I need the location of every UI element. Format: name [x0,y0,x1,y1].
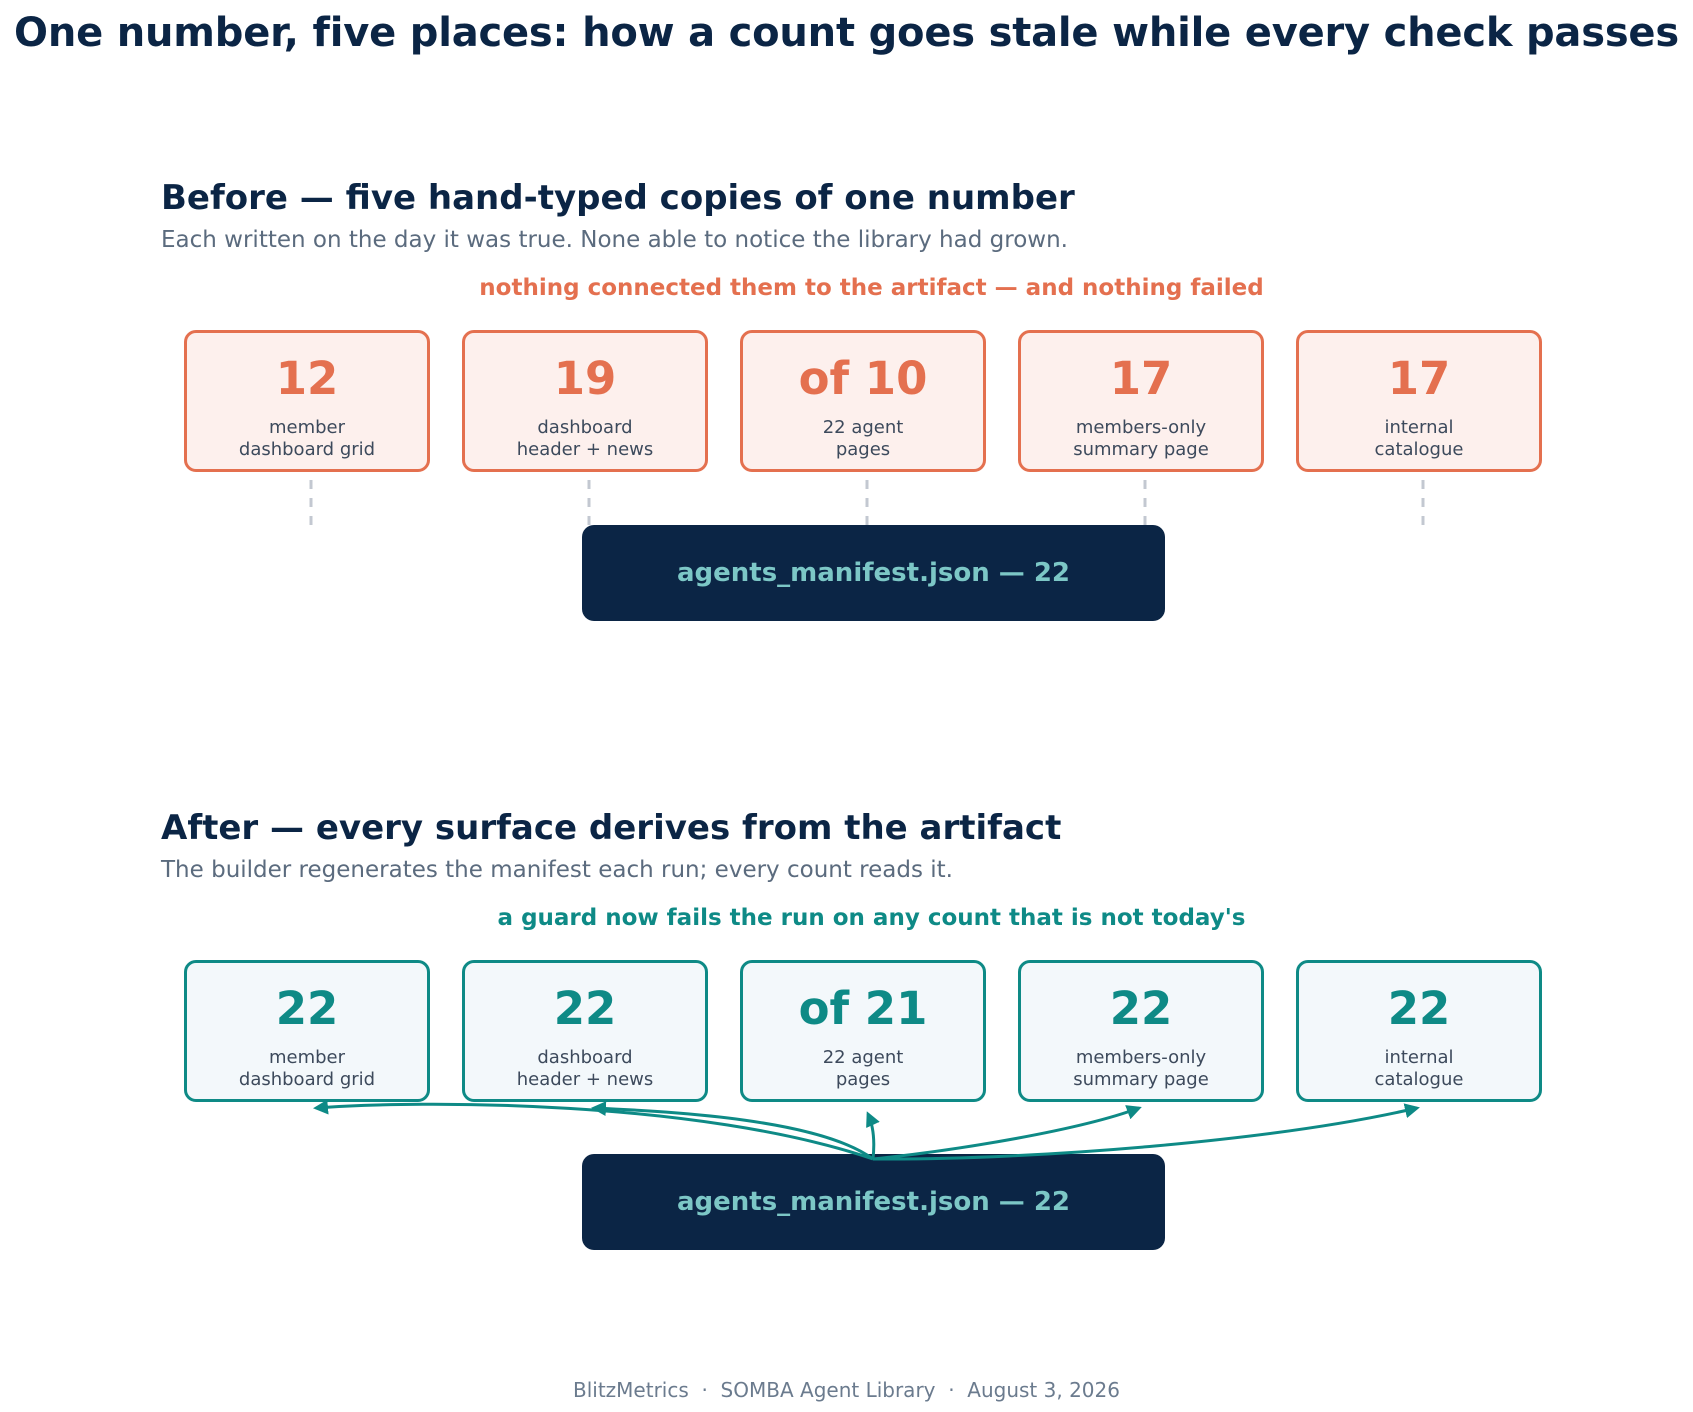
before-subtitle: Each written on the day it was true. None able to notice the library had grown. [161,227,1068,253]
card-label: dashboard header + news [516,417,654,460]
card-label: internal catalogue [1374,1047,1464,1090]
after-subtitle: The builder regenerates the manifest each run; every count reads it. [161,857,953,883]
manifest-label: agents_manifest.json — 22 [676,1187,1071,1217]
card-label: dashboard header + news [516,1047,654,1090]
card-label: 22 agent pages [822,1047,904,1090]
card-label: members-only summary page [1073,417,1209,460]
after-arrow-1 [316,1104,873,1159]
manifest-label: agents_manifest.json — 22 [676,558,1071,588]
after-note: a guard now fails the run on any count that is not today's [497,905,1246,931]
before-note: nothing connected them to the artifact — and nothing failed [479,275,1264,301]
page-title: One number, five places: how a count goes stale while every check passes [14,10,1679,56]
card-value: 22 [1109,982,1173,1035]
after-heading: After — every surface derives from the artifact [161,808,1062,848]
card-value: 19 [553,352,617,405]
card-label: member dashboard grid [238,417,376,460]
card-label: internal catalogue [1374,417,1464,460]
card-value: 22 [1387,982,1451,1035]
after-arrow-5 [873,1108,1417,1159]
before-heading: Before — five hand-typed copies of one number [161,178,1075,218]
card-value: of 21 [798,982,928,1035]
card-value: 22 [275,982,339,1035]
card-value: 17 [1109,352,1173,405]
footer: BlitzMetrics · SOMBA Agent Library · August 3, 2026 [573,1378,1120,1402]
card-label: member dashboard grid [238,1047,376,1090]
card-label: members-only summary page [1073,1047,1209,1090]
card-value: 12 [275,352,339,405]
after-arrow-3 [868,1114,874,1159]
card-value: of 10 [798,352,928,405]
card-label: 22 agent pages [822,417,904,460]
after-arrow-2 [594,1108,873,1159]
card-value: 17 [1387,352,1451,405]
card-value: 22 [553,982,617,1035]
